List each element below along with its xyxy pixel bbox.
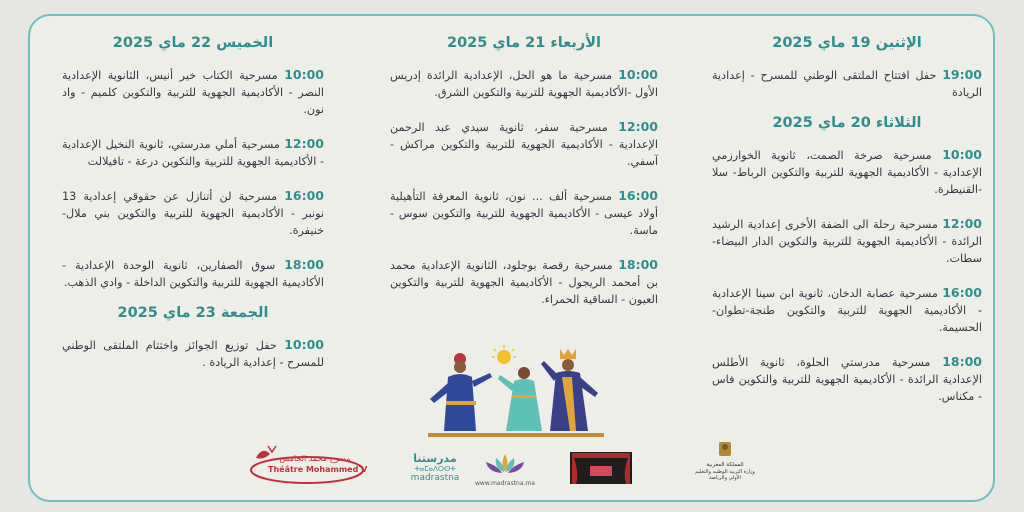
column-monday-tuesday bbox=[712, 34, 982, 422]
event-time: 12:00 bbox=[942, 216, 983, 231]
madrastna-latin: madrastna bbox=[410, 473, 460, 483]
event-text: مسرحية صرخة الصمت، ثانوية الخوارزمي الإعدادية - الأكاديمية الجهوية للتربية والتكوين الرباط- سلا -القنيطرة. bbox=[712, 149, 982, 196]
madrastna-lotus-logo bbox=[474, 452, 536, 486]
event-text: مسرحية رحلة الى الضفة الأخرى إعدادية الرشيد الرائدة - الأكاديمية الجهوية للتربية والتكوين الدار البيضاء- سطات. bbox=[712, 218, 982, 265]
event-item bbox=[390, 256, 658, 308]
event-item bbox=[62, 256, 324, 291]
event-time: 18:00 bbox=[942, 354, 982, 369]
event-item bbox=[390, 118, 658, 170]
event-item bbox=[390, 66, 658, 101]
event-text: مسرحية الكتاب خير أنيس، الثانوية الإعدادية النصر - الأكاديمية الجهوية للتربية والتكوين كلميم - واد نون. bbox=[62, 69, 324, 116]
theatre-name-arabic: مسرح محمد الخامس bbox=[279, 454, 351, 463]
event-item bbox=[62, 135, 324, 170]
curtain-icon bbox=[568, 450, 634, 486]
event-time: 12:00 bbox=[618, 119, 658, 134]
theatre-mohammed-v-logo bbox=[248, 440, 366, 486]
madrastna-arabic: مدرستنا bbox=[413, 452, 457, 465]
ministry-name-text: وزارة التربية الوطنية والتعليم الأولي والرياضة bbox=[695, 469, 755, 481]
event-text: مسرحية لن أتنازل عن حقوقي إعدادية 13 نونبر - الأكاديمية الجهوية للتربية والتكوين بني ملال- خنيفرة. bbox=[62, 190, 324, 237]
event-time: 10:00 bbox=[284, 337, 324, 352]
event-time: 16:00 bbox=[942, 285, 982, 300]
ministry-emblem-icon bbox=[694, 440, 756, 458]
day-title-wednesday: الأربعاء 21 ماي 2025 bbox=[446, 35, 601, 51]
column-thursday-friday bbox=[62, 34, 324, 388]
event-time: 10:00 bbox=[284, 67, 324, 82]
event-time: 16:00 bbox=[618, 188, 659, 203]
event-time: 16:00 bbox=[284, 188, 324, 203]
event-text: مسرحية مدرستي الحلوة، ثانوية الأطلس الإعدادية الرائدة - الأكاديمية الجهوية للتربية والتكوين فاس - مكناس. bbox=[712, 356, 982, 403]
event-item bbox=[62, 336, 324, 371]
event-time: 18:00 bbox=[618, 257, 658, 272]
event-text: مسرحية سفر، ثانوية سيدي عبد الرحمن الإعدادية - الأكاديمية الجهوية للتربية والتكوين مراكش - آسفي. bbox=[390, 121, 658, 168]
event-time: 19:00 bbox=[942, 67, 982, 82]
event-text: سوق الصفارين، ثانوية الوحدة الإعدادية - الأكاديمية الجهوية للتربية والتكوين الداخلة - وادي الذهب. bbox=[62, 259, 324, 289]
ministry-logo bbox=[694, 440, 756, 488]
event-time: 10:00 bbox=[618, 67, 658, 82]
theatre-curtain-logo bbox=[568, 450, 634, 486]
day-title-monday: الإثنين 19 ماي 2025 bbox=[772, 35, 922, 51]
event-item bbox=[712, 215, 982, 267]
day-title-thursday: الخميس 22 ماي 2025 bbox=[112, 35, 274, 51]
ministry-kingdom-text: المملكة المغربية bbox=[706, 462, 744, 468]
event-item bbox=[712, 66, 982, 101]
event-item bbox=[712, 146, 982, 198]
event-time: 12:00 bbox=[284, 136, 324, 151]
event-time: 10:00 bbox=[942, 147, 982, 162]
event-text: مسرحية أملي مدرستي، ثانوية النخيل الإعدادية - الأكاديمية الجهوية للتربية والتكوين درعة - تافيلالت bbox=[62, 138, 324, 168]
madrastna-logo bbox=[402, 452, 468, 486]
event-item bbox=[390, 187, 658, 239]
event-item bbox=[712, 284, 982, 336]
event-item bbox=[712, 353, 982, 405]
day-title-tuesday: الثلاثاء 20 ماي 2025 bbox=[772, 115, 922, 131]
event-item bbox=[62, 66, 324, 118]
event-time: 18:00 bbox=[284, 257, 324, 272]
event-text: حفل توزيع الجوائز واختتام الملتقى الوطني للمسرح - إعدادية الريادة . bbox=[62, 339, 324, 369]
event-text: مسرحية ما هو الحل، الإعدادية الرائدة إدريس الأول -الأكاديمية الجهوية للتربية والتكوين الشرق. bbox=[390, 69, 658, 99]
event-text: مسرحية رقصة بوجلود، الثانوية الإعدادية محمد بن أمحمد الريجول - الأكاديمية الجهوية للتربية والتكوين العيون - الساقية الحمراء. bbox=[390, 259, 658, 306]
column-wednesday bbox=[390, 34, 658, 325]
event-text: حفل افتتاح الملتقى الوطني للمسرح - إعدادية الريادة bbox=[712, 69, 982, 99]
event-item bbox=[62, 187, 324, 239]
theatre-name-latin: Théâtre Mohammed V bbox=[268, 465, 368, 474]
event-text: مسرحية ألف ... نون، ثانوية المعرفة التأهيلية أولاد عيسى - الأكاديمية الجهوية للتربية والتكوين سوس - ماسة. bbox=[390, 190, 658, 237]
madrastna-url: www.madrastna.ma bbox=[475, 480, 535, 487]
event-text: مسرحية عصابة الدخان، ثانوية ابن سينا الإعدادية - الأكاديمية الجهوية للتربية والتكوين طنجة-تطوان-الحسيمة. bbox=[712, 287, 982, 334]
lotus-icon bbox=[474, 452, 536, 476]
day-title-friday: الجمعة 23 ماي 2025 bbox=[117, 305, 269, 321]
madrastna-tifinagh: ⵜⴰⵎⴰⴷⵔⵙⵜ bbox=[414, 465, 456, 473]
theatre-actors-illustration bbox=[420, 343, 610, 439]
theatre-logo-graphic bbox=[248, 440, 366, 486]
